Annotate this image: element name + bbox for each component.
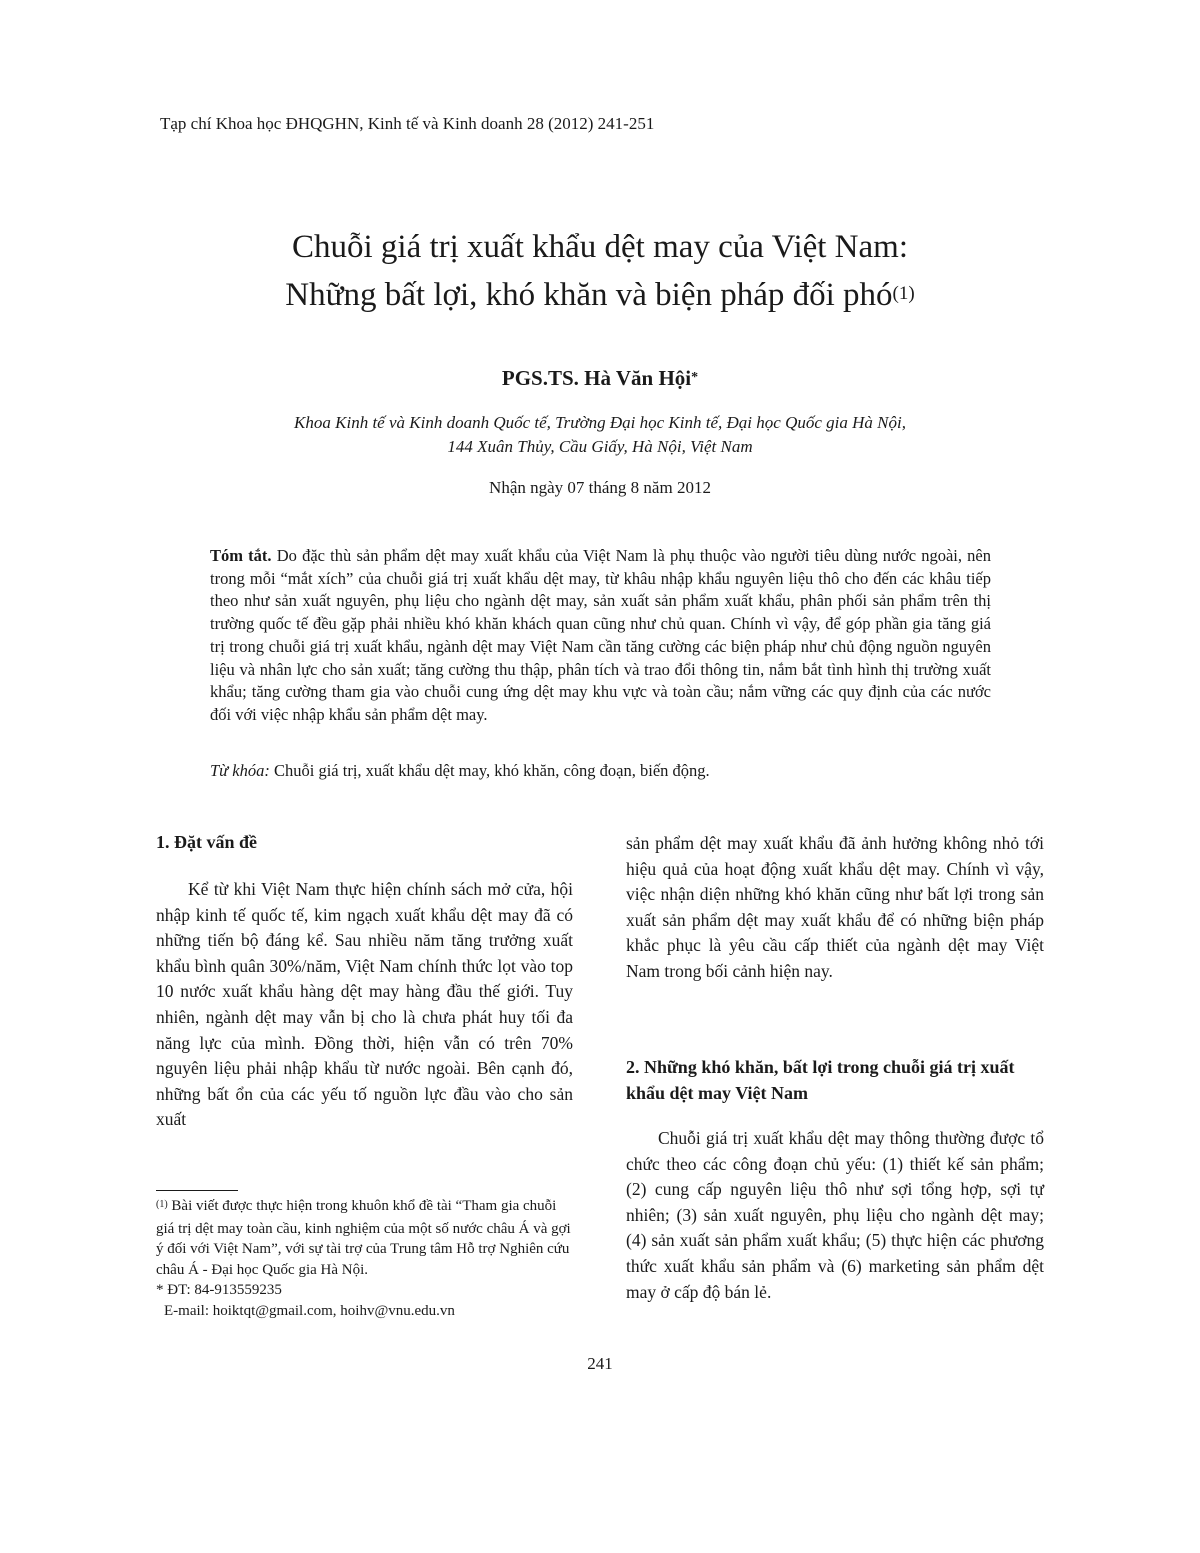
- footnote-email: E-mail: hoiktqt@gmail.com, hoihv@vnu.edu.vn: [164, 1302, 455, 1319]
- section1-heading: 1. Đặt vấn đề: [156, 832, 258, 852]
- author: [0, 366, 1200, 391]
- paper-title-line2-text: Những bất lợi, khó khăn và biện pháp đối phó: [285, 277, 893, 313]
- footnotes: [156, 1196, 576, 1321]
- affiliation-line1: Khoa Kinh tế và Kinh doanh Quốc tế, Trường Đại học Kinh tế, Đại học Quốc gia Hà Nội,: [294, 413, 906, 432]
- abstract: [210, 545, 991, 727]
- section1-body: [156, 877, 573, 1133]
- section1-continuation-paragraph: sản phẩm dệt may xuất khẩu đã ảnh hưởng không nhỏ tới hiệu quả của hoạt động xuất khẩu dệt may. Chính vì vậy, việc nhận diện những khó khăn cũng như bất lợi trong sản xuất sản phẩm dệt may xuất khẩu để có những biện pháp khắc phục là yêu cầu cấp thiết của ngành dệt may Việt Nam trong bối cảnh hiện nay.: [626, 833, 1044, 981]
- footnote-1-mark: (1): [156, 1199, 168, 1210]
- author-name: PGS.TS. Hà Văn Hội: [501, 366, 692, 390]
- section2-heading: 2. Những khó khăn, bất lợi trong chuỗi giá trị xuất khẩu dệt may Việt Nam: [626, 1057, 1015, 1103]
- footnote-1: [156, 1196, 576, 1280]
- section2-body: [626, 1126, 1044, 1305]
- page-number: 241: [587, 1354, 613, 1373]
- section1-continuation: [626, 831, 1044, 985]
- paper-title-line1: Chuỗi giá trị xuất khẩu dệt may của Việt Nam:: [291, 229, 908, 265]
- section1-paragraph: Kể từ khi Việt Nam thực hiện chính sách mở cửa, hội nhập kinh tế quốc tế, kim ngạch xuất khẩu dệt may đã có những tiến bộ đáng kể. Sau nhiều năm tăng trưởng xuất khẩu bình quân 30%/năm, Việt Nam chính thức lọt vào top 10 nước xuất khẩu hàng dệt may hàng đầu thế giới. Tuy nhiên, ngành dệt may vẫn bị cho là chưa phát huy tối đa năng lực của mình. Đồng thời, hiện vẫn có trên 70% nguyên liệu phải nhập khẩu từ nước ngoài. Bên cạnh đó, những bất ổn của các yếu tố nguồn lực đầu vào cho sản xuất: [156, 879, 573, 1130]
- received-date: Nhận ngày 07 tháng 8 năm 2012: [489, 478, 711, 497]
- journal-citation: Tạp chí Khoa học ĐHQGHN, Kinh tế và Kinh doanh 28 (2012) 241-251: [160, 114, 655, 133]
- affiliation-line2: 144 Xuân Thủy, Cầu Giấy, Hà Nội, Việt Nam: [447, 437, 753, 456]
- footnote-1-text: Bài viết được thực hiện trong khuôn khổ đề tài “Tham gia chuỗi giá trị dệt may toàn cầu, kinh nghiệm của một số nước châu Á và gợi ý đối với Việt Nam”, với sự tài trợ của Trung tâm Hỗ trợ Nghiên cứu châu Á - Đại học Quốc gia Hà Nội.: [156, 1198, 571, 1278]
- title-footnote-mark: (1): [892, 283, 915, 304]
- keywords: [210, 761, 991, 781]
- author-mark: *: [691, 370, 699, 385]
- keywords-label: Từ khóa:: [210, 761, 270, 780]
- section2-paragraph: Chuỗi giá trị xuất khẩu dệt may thông thường được tổ chức theo các công đoạn chủ yếu: (1) thiết kế sản phẩm; (2) cung cấp nguyên liệu thô như sợi tổng hợp, sợi tự nhiên; (3) sản xuất nguyên, phụ liệu cho ngành dệt may; (4) sản xuất sản phẩm xuất khẩu; (5) thực hiện các phương thức xuất khẩu sản phẩm và (6) marketing sản phẩm dệt may ở cấp độ bán lẻ.: [626, 1128, 1044, 1302]
- abstract-label: Tóm tắt.: [210, 546, 272, 565]
- abstract-text: Do đặc thù sản phẩm dệt may xuất khẩu của Việt Nam là phụ thuộc vào người tiêu dùng nước ngoài, nên trong mỗi “mắt xích” của chuỗi giá trị xuất khẩu dệt may, từ khâu nhập khẩu nguyên liệu thô cho đến các khâu tiếp theo như sản xuất nguyên, phụ liệu cho ngành dệt may, sản xuất sản phẩm xuất khẩu, phân phối sản phẩm trên thị trường quốc tế đều gặp phải nhiều khó khăn khách quan cũng như chủ quan. Chính vì vậy, để góp phần gia tăng giá trị trong chuỗi giá trị xuất khẩu, ngành dệt may Việt Nam cần tăng cường các biện pháp như chủ động nguồn nguyên liệu và nhân lực cho sản xuất; tăng cường thu thập, phân tích và trao đổi thông tin, nắm bắt tình hình thị trường xuất khẩu; tăng cường tham gia vào chuỗi cung ứng dệt may khu vực và toàn cầu; nắm vững các quy định của các nước đối với việc nhập khẩu sản phẩm dệt may.: [210, 546, 992, 724]
- paper-title-line2: [0, 273, 1200, 322]
- keywords-text: Chuỗi giá trị, xuất khẩu dệt may, khó khăn, công đoạn, biến động.: [274, 761, 710, 780]
- footnote-divider: [156, 1190, 238, 1191]
- footnote-phone: * ĐT: 84-913559235: [156, 1282, 282, 1298]
